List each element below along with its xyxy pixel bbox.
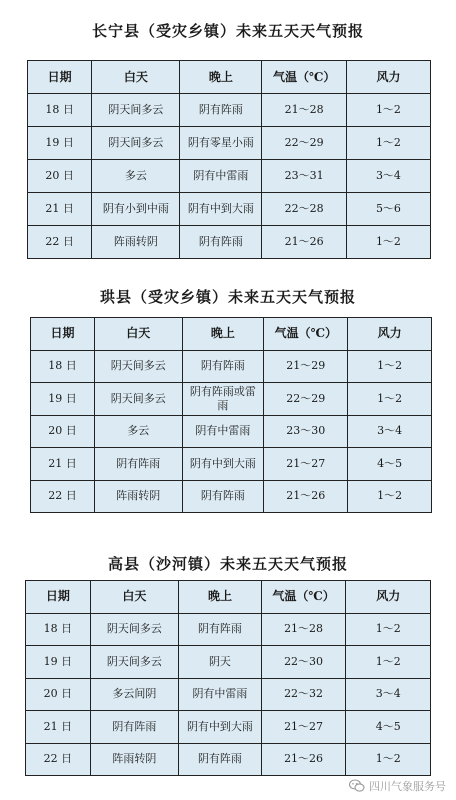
header-date: 日期: [26, 581, 91, 614]
cell-wind: 1～2: [348, 350, 432, 383]
cell-date: 18 日: [31, 350, 95, 383]
cell-wind: 1～2: [346, 743, 431, 776]
table-row: [28, 160, 431, 193]
cell-temperature: 21～28: [262, 94, 346, 127]
cell-temperature: 21～26: [264, 480, 348, 513]
cell-date: 18 日: [28, 94, 92, 127]
table-row: [26, 711, 431, 744]
cell-night: 阴有中雷雨: [179, 678, 262, 711]
cell-date: 21 日: [28, 193, 92, 226]
cell-date: 20 日: [26, 678, 91, 711]
table-row: [26, 646, 431, 679]
table-row: [31, 480, 432, 513]
table-row: [31, 383, 432, 416]
cell-night: 阴有阵雨或雷雨: [182, 383, 264, 416]
header-night: 晚上: [179, 581, 262, 614]
forecast-table: [27, 60, 431, 259]
cell-temperature: 21～27: [264, 448, 348, 481]
cell-date: 21 日: [31, 448, 95, 481]
watermark-text: 四川气象服务号: [369, 780, 446, 793]
cell-temperature: 22～28: [262, 193, 346, 226]
cell-wind: 1～2: [346, 646, 431, 679]
table-header-row: [31, 318, 432, 351]
cell-night: 阴有中到大雨: [182, 448, 264, 481]
cell-date: 18 日: [26, 613, 91, 646]
forecast-table: [30, 317, 432, 513]
cell-night: 阴有阵雨: [179, 743, 262, 776]
cell-day: 多云间阴: [90, 678, 179, 711]
cell-temperature: 23～31: [262, 160, 346, 193]
cell-wind: 1～2: [346, 94, 430, 127]
cell-day: 阴天间多云: [90, 613, 179, 646]
cell-day: 阵雨转阴: [90, 743, 179, 776]
section-title: 高县（沙河镇）未来五天天气预报: [107, 555, 348, 573]
table-row: [28, 127, 431, 160]
cell-temperature: 21～28: [261, 613, 346, 646]
cell-wind: 3～4: [346, 678, 431, 711]
cell-temperature: 21～26: [262, 226, 346, 259]
cell-night: 阴有中到大雨: [179, 711, 262, 744]
cell-date: 20 日: [31, 415, 95, 448]
cell-wind: 4～5: [348, 448, 432, 481]
header-day: 白天: [90, 581, 179, 614]
header-temperature: 气温（℃）: [264, 318, 348, 351]
cell-wind: 1～2: [346, 226, 430, 259]
cell-day: 阴有阵雨: [95, 448, 183, 481]
cell-wind: 3～4: [346, 160, 430, 193]
cell-night: 阴有阵雨: [182, 350, 264, 383]
header-night: 晚上: [180, 61, 262, 94]
cell-temperature: 22～29: [262, 127, 346, 160]
cell-day: 阴天间多云: [95, 383, 183, 416]
cell-night: 阴有中雷雨: [182, 415, 264, 448]
watermark: [349, 778, 446, 794]
cell-day: 阴天间多云: [92, 94, 180, 127]
header-date: 日期: [31, 318, 95, 351]
section-title: 珙县（受灾乡镇）未来五天天气预报: [99, 288, 356, 306]
cell-date: 19 日: [31, 383, 95, 416]
cell-wind: 1～2: [348, 480, 432, 513]
cell-day: 阴天间多云: [95, 350, 183, 383]
cell-night: 阴有中雷雨: [180, 160, 262, 193]
cell-date: 22 日: [31, 480, 95, 513]
table-row: [26, 613, 431, 646]
cell-day: 阴有阵雨: [90, 711, 179, 744]
cell-day: 阴有小到中雨: [92, 193, 180, 226]
cell-wind: 1～2: [346, 127, 430, 160]
header-wind: 风力: [346, 61, 430, 94]
cell-temperature: 22～29: [264, 383, 348, 416]
cell-temperature: 23～30: [264, 415, 348, 448]
header-temperature: 气温（℃）: [261, 581, 346, 614]
header-day: 白天: [92, 61, 180, 94]
forecast-section-gaoxian: [0, 553, 456, 766]
forecast-table: [25, 580, 431, 776]
table-row: [28, 226, 431, 259]
cell-day: 阴天间多云: [90, 646, 179, 679]
table-row: [31, 350, 432, 383]
forecast-section-changning: [0, 20, 456, 249]
table-header-row: [26, 581, 431, 614]
header-date: 日期: [28, 61, 92, 94]
cell-day: 多云: [92, 160, 180, 193]
table-row: [28, 193, 431, 226]
header-day: 白天: [95, 318, 183, 351]
cell-wind: 4～5: [346, 711, 431, 744]
cell-day: 阴天间多云: [92, 127, 180, 160]
table-row: [31, 448, 432, 481]
cell-night: 阴有零星小雨: [180, 127, 262, 160]
cell-date: 22 日: [26, 743, 91, 776]
section-title: 长宁县（受灾乡镇）未来五天天气预报: [91, 22, 364, 40]
cell-date: 20 日: [28, 160, 92, 193]
cell-date: 19 日: [26, 646, 91, 679]
header-wind: 风力: [348, 318, 432, 351]
cell-night: 阴有中到大雨: [180, 193, 262, 226]
cell-wind: 5～6: [346, 193, 430, 226]
table-header-row: [28, 61, 431, 94]
cell-wind: 1～2: [348, 383, 432, 416]
cell-temperature: 21～26: [261, 743, 346, 776]
cell-temperature: 22～32: [261, 678, 346, 711]
cell-date: 22 日: [28, 226, 92, 259]
cell-date: 19 日: [28, 127, 92, 160]
cell-day: 多云: [95, 415, 183, 448]
cell-temperature: 21～27: [261, 711, 346, 744]
cell-day: 阵雨转阴: [95, 480, 183, 513]
cell-night: 阴有阵雨: [180, 94, 262, 127]
cell-day: 阵雨转阴: [92, 226, 180, 259]
table-row: [26, 743, 431, 776]
table-row: [28, 94, 431, 127]
header-night: 晚上: [182, 318, 264, 351]
table-row: [26, 678, 431, 711]
forecast-section-gongxian: [0, 286, 456, 503]
table-row: [31, 415, 432, 448]
header-temperature: 气温（℃）: [262, 61, 346, 94]
cell-night: 阴有阵雨: [182, 480, 264, 513]
cell-night: 阴有阵雨: [180, 226, 262, 259]
header-wind: 风力: [346, 581, 431, 614]
cell-night: 阴有阵雨: [179, 613, 262, 646]
cell-night: 阴天: [179, 646, 262, 679]
cell-temperature: 21～29: [264, 350, 348, 383]
cell-wind: 3～4: [348, 415, 432, 448]
cell-wind: 1～2: [346, 613, 431, 646]
wechat-icon: [349, 779, 365, 793]
cell-date: 21 日: [26, 711, 91, 744]
cell-temperature: 22～30: [261, 646, 346, 679]
